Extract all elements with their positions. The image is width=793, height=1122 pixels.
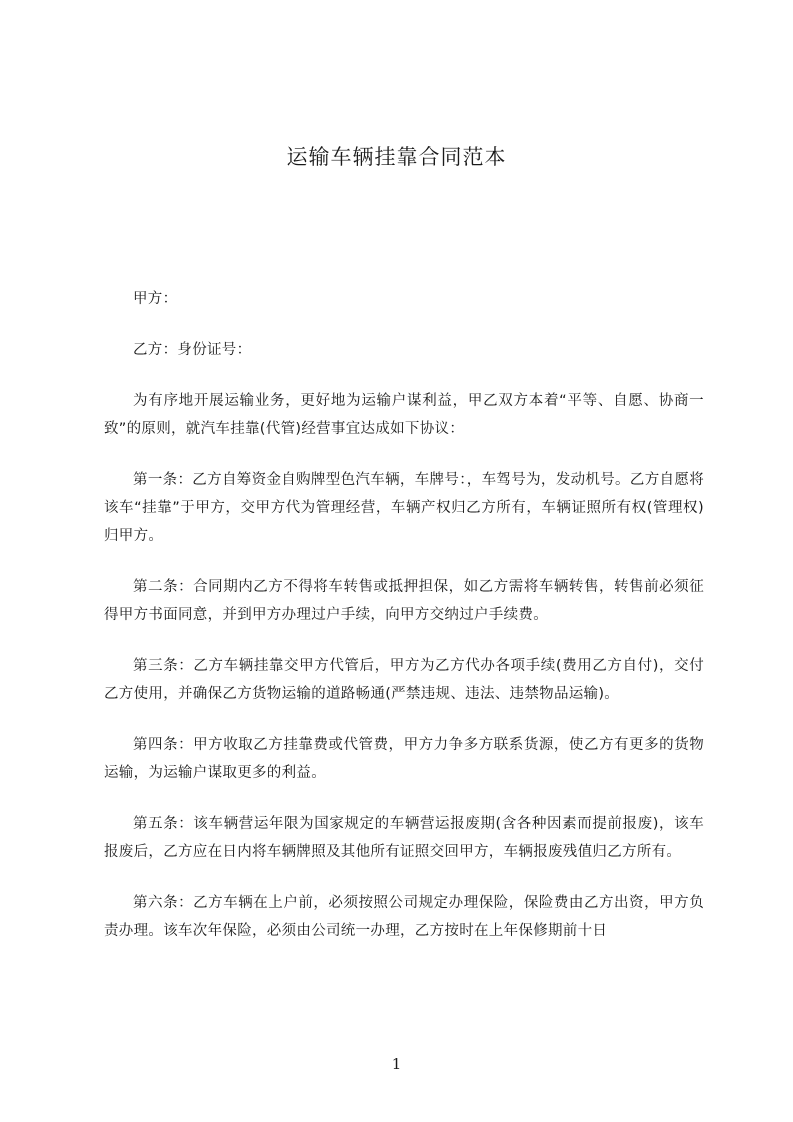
page-number: 1 xyxy=(391,1055,402,1073)
article-6-paragraph: 第六条：乙方车辆在上户前，必须按照公司规定办理保险，保险费由乙方出资，甲方负责办理。该车次年保险，必须由公司统一办理，乙方按时在上年保修期前十日 xyxy=(104,895,704,939)
document-body xyxy=(104,285,704,968)
party-a-line: 甲方： xyxy=(133,291,178,307)
article-1-paragraph: 第一条：乙方自筹资金自购牌型色汽车辆，车牌号：，车驾号为，发动机号。乙方自愿将该车“挂靠”于甲方，交甲方代为管理经营，车辆产权归乙方所有，车辆证照所有权(管理权)归甲方。 xyxy=(104,472,704,544)
article-2-paragraph: 第二条：合同期内乙方不得将车转售或抵押担保，如乙方需将车辆转售，转售前必须征得甲方书面同意，并到甲方办理过户手续，向甲方交纳过户手续费。 xyxy=(104,579,704,623)
article-4-paragraph: 第四条：甲方收取乙方挂靠费或代管费，甲方力争多方联系货源，使乙方有更多的货物运输，为运输户谋取更多的利益。 xyxy=(104,737,704,781)
article-5-paragraph: 第五条：该车辆营运年限为国家规定的车辆营运报废期(含各种因素而提前报废)，该车报废后，乙方应在日内将车辆牌照及其他所有证照交回甲方，车辆报废残值归乙方所有。 xyxy=(104,816,704,860)
document-title: 运输车辆挂靠合同范本 xyxy=(286,145,507,169)
preamble-paragraph: 为有序地开展运输业务，更好地为运输户谋利益，甲乙双方本着“平等、自愿、协商一致”的原则，就汽车挂靠(代管)经营事宜达成如下协议： xyxy=(104,393,704,437)
article-3-paragraph: 第三条：乙方车辆挂靠交甲方代管后，甲方为乙方代办各项手续(费用乙方自付)，交付乙方使用，并确保乙方货物运输的道路畅通(严禁违规、违法、违禁物品运输)。 xyxy=(104,658,704,702)
party-b-line: 乙方：身份证号： xyxy=(133,342,252,358)
